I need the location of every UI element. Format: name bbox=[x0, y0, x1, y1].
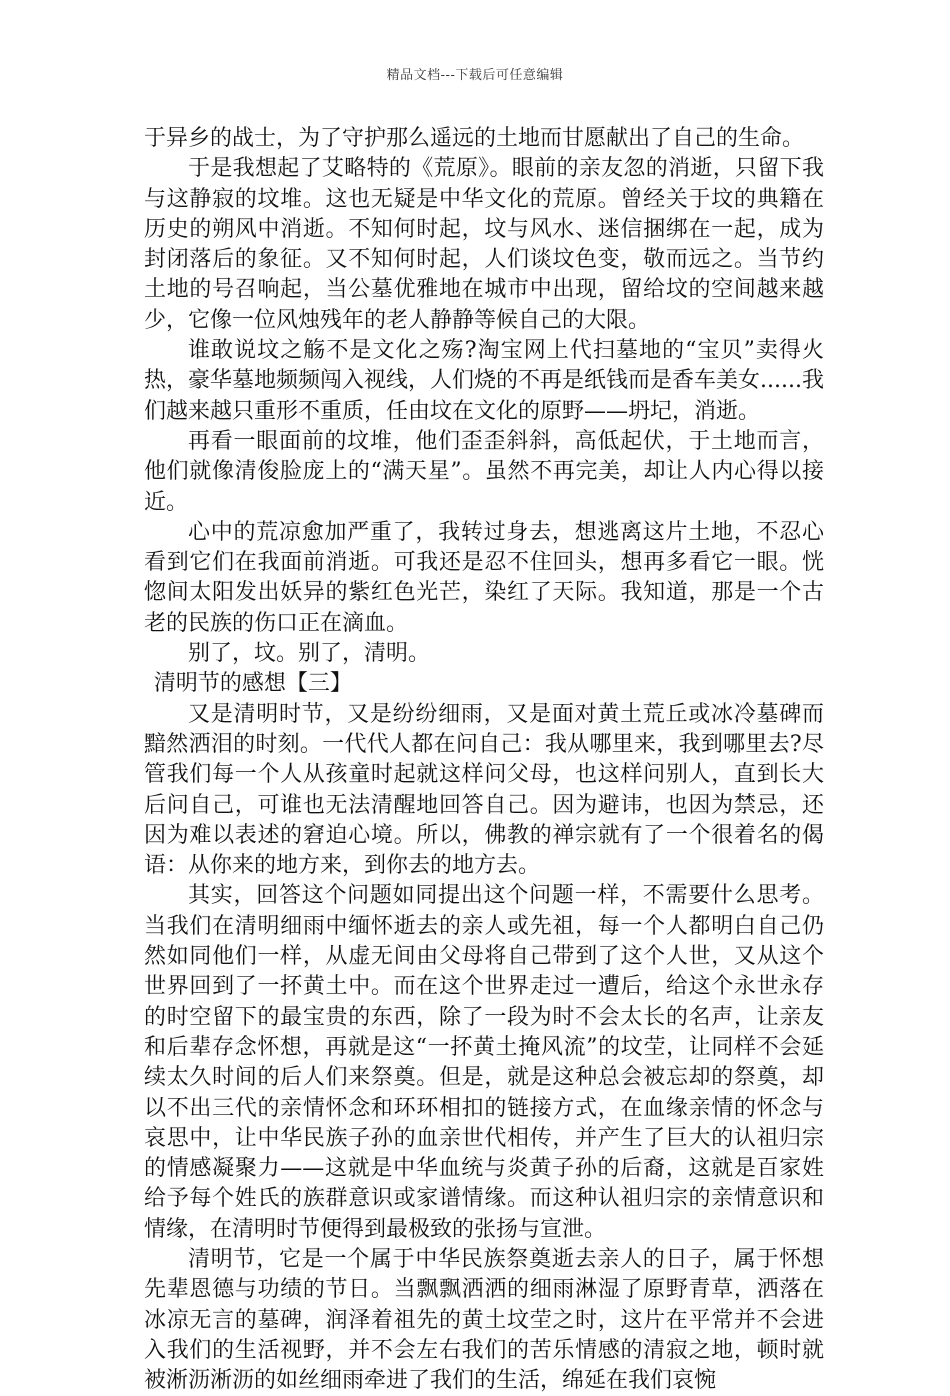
paragraph-continuation: 于异乡的战士，为了守护那么遥远的土地而甘愿献出了自己的生命。 bbox=[144, 126, 805, 151]
paragraph: 别了，坟。别了，清明。 bbox=[188, 641, 431, 667]
paragraph: 其实，回答这个问题如同提出这个问题一样，不需要什么思考。当我们在清明细雨中缅怀逝去的亲人或先祖，每一个人都明白自己仍然如同他们一样，从虚无间由父母将自己带到了这个人世，又从这个世界回到了一抔黄土中。而在这个世界走过一遭后，给这个永世永存的时空留下的最宝贵的东西，除了一段为时不会太长的名声，让亲友和后辈存念怀想，再就是这“一抔黄土掩风流”的坟茔，让同样不会延续太久时间的后人们来祭奠。但是，就是这种总会被忘却的祭奠，却以不出三代的亲情怀念和环环相扣的链接方式，在血缘亲情的怀念与哀思中，让中华民族子孙的血亲世代相传，并产生了巨大的认祖归宗的情感凝聚力——这就是中华血统与炎黄子孙的后裔，这就是百家姓给予每个姓氏的族群意识或家谱情缘。而这种认祖归宗的亲情意识和情缘，在清明时节便得到最极致的张扬与宣泄。 bbox=[144, 883, 824, 1242]
section-heading: 清明节的感想【三】 bbox=[153, 671, 352, 697]
document-body bbox=[144, 124, 824, 1396]
paragraph: 于是我想起了艾略特的《荒原》。眼前的亲友忽的消逝，只留下我与这静寂的坟堆。这也无疑是中华文化的荒原。曾经关于坟的典籍在历史的朔风中消逝。不知何时起，坟与风水、迷信捆绑在一起，成为封闭落后的象征。又不知何时起，人们谈坟色变，敬而远之。当节约土地的号召响起，当公墓优雅地在城市中出现，留给坟的空间越来越少，它像一位风烛残年的老人静静等候自己的大限。 bbox=[144, 156, 824, 333]
paragraph: 再看一眼面前的坟堆，他们歪歪斜斜，高低起伏，于土地而言，他们就像清俊脸庞上的“满天星”。虽然不再完美，却让人内心得以接近。 bbox=[144, 428, 824, 515]
paragraph: 清明节，它是一个属于中华民族祭奠逝去亲人的日子，属于怀想先辈恩德与功绩的节日。当飘飘洒洒的细雨淋湿了原野青草，洒落在冰凉无言的墓碑，润泽着祖先的黄土坟茔之时，这片在平常并不会进入我们的生活视野，并不会左右我们的苦乐情感的清寂之地，顿时就被淅沥淅沥的如丝细雨牵进了我们的生活，绵延在我们哀惋 bbox=[144, 1246, 824, 1394]
paragraph: 又是清明时节，又是纷纷细雨，又是面对黄土荒丘或冰冷墓碑而黯然洒泪的时刻。一代代人都在问自己：我从哪里来，我到哪里去?尽管我们每一个人从孩童时起就这样问父母，也这样问别人，直到长大后问自己，可谁也无法清醒地回答自己。因为避讳，也因为禁忌，还因为难以表述的窘迫心境。所以，佛教的禅宗就有了一个很着名的偈语：从你来的地方来，到你去的地方去。 bbox=[144, 701, 824, 879]
paragraph: 心中的荒凉愈加严重了，我转过身去，想逃离这片土地，不忍心看到它们在我面前消逝。可我还是忍不住回头，想再多看它一眼。恍惚间太阳发出妖异的紫红色光芒，染红了天际。我知道，那是一个古老的民族的伤口正在滴血。 bbox=[144, 519, 824, 636]
paragraph: 谁敢说坟之觞不是文化之殇?淘宝网上代扫墓地的“宝贝”卖得火热，豪华墓地频频闯入视线，人们烧的不再是纸钱而是香车美女......我们越来越只重形不重质，任由坟在文化的原野——坍圮，消逝。 bbox=[144, 338, 824, 424]
page-header: 精品文档---下载后可任意编辑 bbox=[386, 68, 564, 83]
